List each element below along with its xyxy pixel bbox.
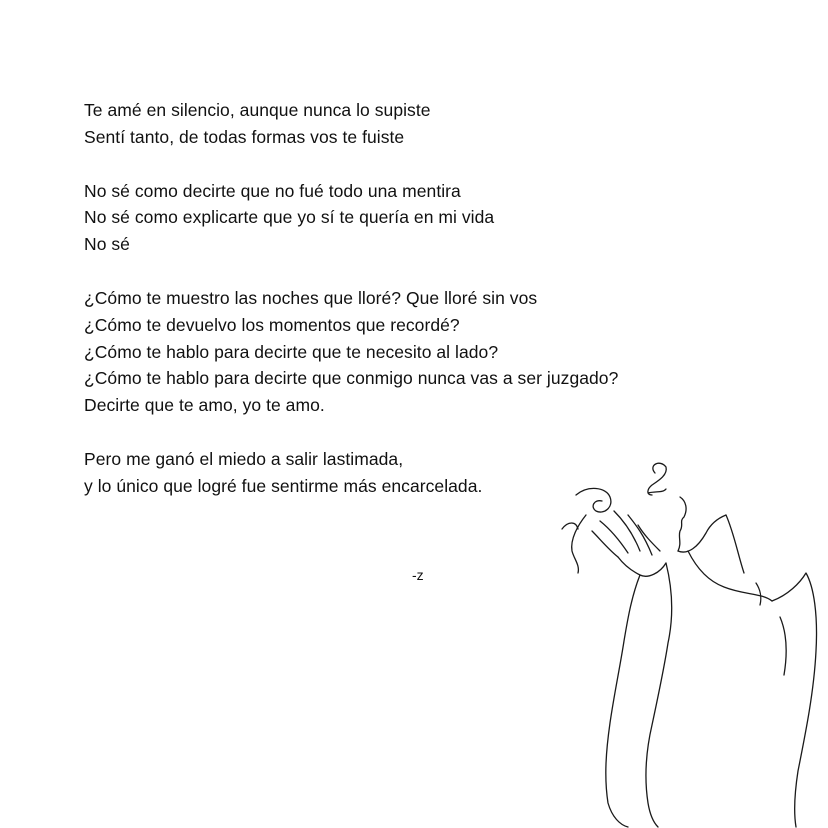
line-art-figure-icon bbox=[548, 455, 828, 828]
signature: -z bbox=[412, 567, 424, 583]
poem-line: Te amé en silencio, aunque nunca lo supiste bbox=[84, 100, 431, 120]
stanza-1 bbox=[84, 97, 724, 151]
poem-line: ¿Cómo te muestro las noches que lloré? Que lloré sin vos bbox=[84, 287, 538, 308]
poem-line: No sé como decirte que no fué todo una mentira bbox=[84, 180, 461, 201]
poem-line: ¿Cómo te hablo para decirte que conmigo nunca vas a ser juzgado? bbox=[84, 368, 619, 389]
poem-line: Sentí tanto, de todas formas vos te fuiste bbox=[84, 126, 405, 147]
stanza-2 bbox=[84, 178, 724, 258]
poem-line: Decirte que te amo, yo te amo. bbox=[84, 395, 325, 416]
poem-line: ¿Cómo te devuelvo los momentos que recordé? bbox=[84, 314, 460, 335]
poem-line: No sé como explicarte que yo sí te quería en mi vida bbox=[84, 207, 495, 228]
poem-line: No sé bbox=[84, 234, 130, 255]
poem-line: Pero me ganó el miedo a salir lastimada, bbox=[84, 448, 404, 469]
poem-line: ¿Cómo te hablo para decirte que te necesito al lado? bbox=[84, 341, 499, 362]
poem-line: y lo único que logré fue sentirme más encarcelada. bbox=[84, 475, 483, 496]
stanza-3 bbox=[84, 285, 724, 419]
